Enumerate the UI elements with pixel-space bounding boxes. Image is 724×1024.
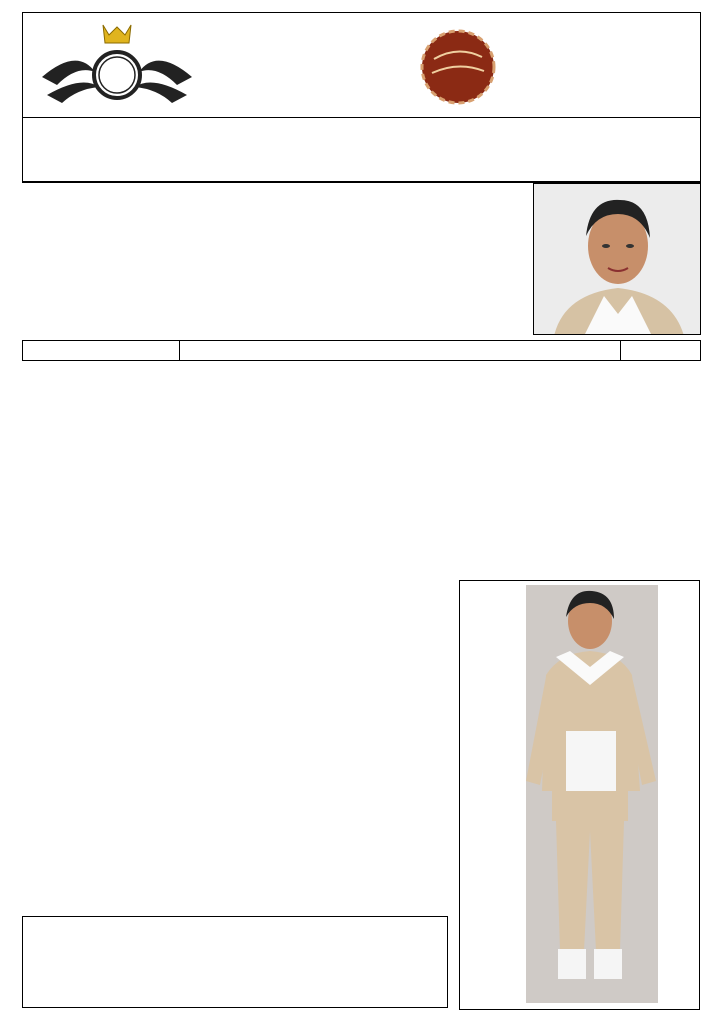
field-value	[179, 341, 620, 361]
remarks-box	[22, 916, 448, 1008]
applicant-full-body-photo	[459, 580, 700, 1010]
contact-block	[22, 117, 701, 183]
partner-logo	[418, 27, 498, 107]
name-row-table	[22, 340, 701, 361]
agency-logo	[37, 17, 197, 113]
field-label	[23, 341, 180, 361]
name-row	[23, 341, 701, 361]
letterhead	[22, 12, 701, 118]
field-label-malay	[621, 341, 701, 361]
applicant-portrait-photo	[533, 183, 701, 335]
